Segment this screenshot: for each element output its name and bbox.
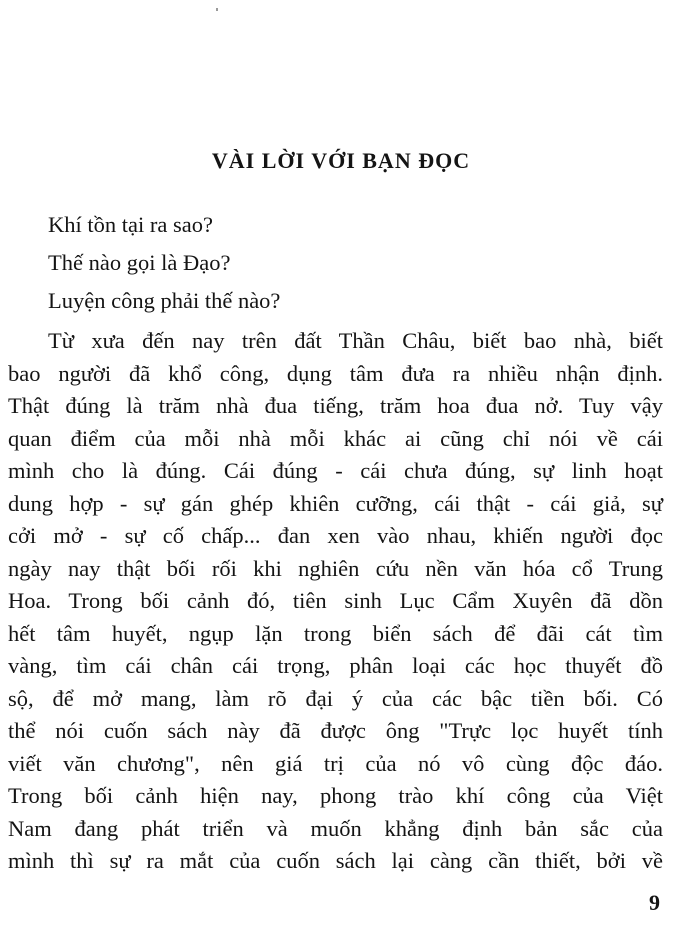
print-speck: [216, 8, 218, 11]
paragraph-line: quan điểm của mỗi nhà mỗi khác ai cũng chỉ nói về cái: [8, 425, 663, 451]
body-paragraph: [8, 325, 663, 878]
paragraph-line: Hoa. Trong bối cảnh đó, tiên sinh Lục Cẩm Xuyên đã dồn: [8, 588, 663, 613]
paragraph-line: bao người đã khổ công, dụng tâm đưa ra nhiều nhận định.: [8, 360, 663, 386]
paragraph-line: mình cho là đúng. Cái đúng - cái chưa đúng, sự linh hoạt: [8, 458, 663, 483]
question-line: Luyện công phải thế nào?: [48, 288, 281, 313]
paragraph-line: Từ xưa đến nay trên đất Thần Châu, biết bao nhà, biết: [48, 328, 663, 353]
paragraph-line: vàng, tìm cái chân cái trọng, phân loại các học thuyết đồ: [8, 653, 663, 678]
paragraph-line: Trong bối cảnh hiện nay, phong trào khí công của Việt: [8, 783, 663, 808]
paragraph-line: Thật đúng là trăm nhà đua tiếng, trăm hoa đua nở. Tuy vậy: [8, 393, 663, 418]
paragraph-line: mình thì sự ra mắt của cuốn sách lại càng cần thiết, bởi về: [8, 848, 663, 873]
paragraph-line: cởi mở - sự cố chấp... đan xen vào nhau, khiến người đọc: [8, 523, 663, 548]
page-number: 9: [649, 890, 660, 915]
paragraph-line: sộ, để mở mang, làm rõ đại ý của các bậc tiền bối. Có: [8, 685, 663, 711]
paragraph-line: hết tâm huyết, ngụp lặn trong biển sách để đãi cát tìm: [8, 620, 663, 646]
paragraph-line: viết văn chương", nên giá trị của nó vô cùng độc đáo.: [8, 750, 663, 776]
paragraph-line: thể nói cuốn sách này đã được ông "Trực lọc huyết tính: [8, 718, 663, 743]
paragraph-line: Nam đang phát triển và muốn khẳng định bản sắc của: [8, 815, 663, 841]
paragraph-line: ngày nay thật bối rối khi nghiên cứu nền văn hóa cổ Trung: [8, 555, 663, 581]
question-line: Khí tồn tại ra sao?: [48, 212, 213, 237]
page-title: VÀI LỜI VỚI BẠN ĐỌC: [211, 148, 471, 173]
question-line: Thế nào gọi là Đạo?: [48, 250, 231, 275]
paragraph-line: dung hợp - sự gán ghép khiên cưỡng, cái thật - cái giả, sự: [8, 490, 663, 516]
